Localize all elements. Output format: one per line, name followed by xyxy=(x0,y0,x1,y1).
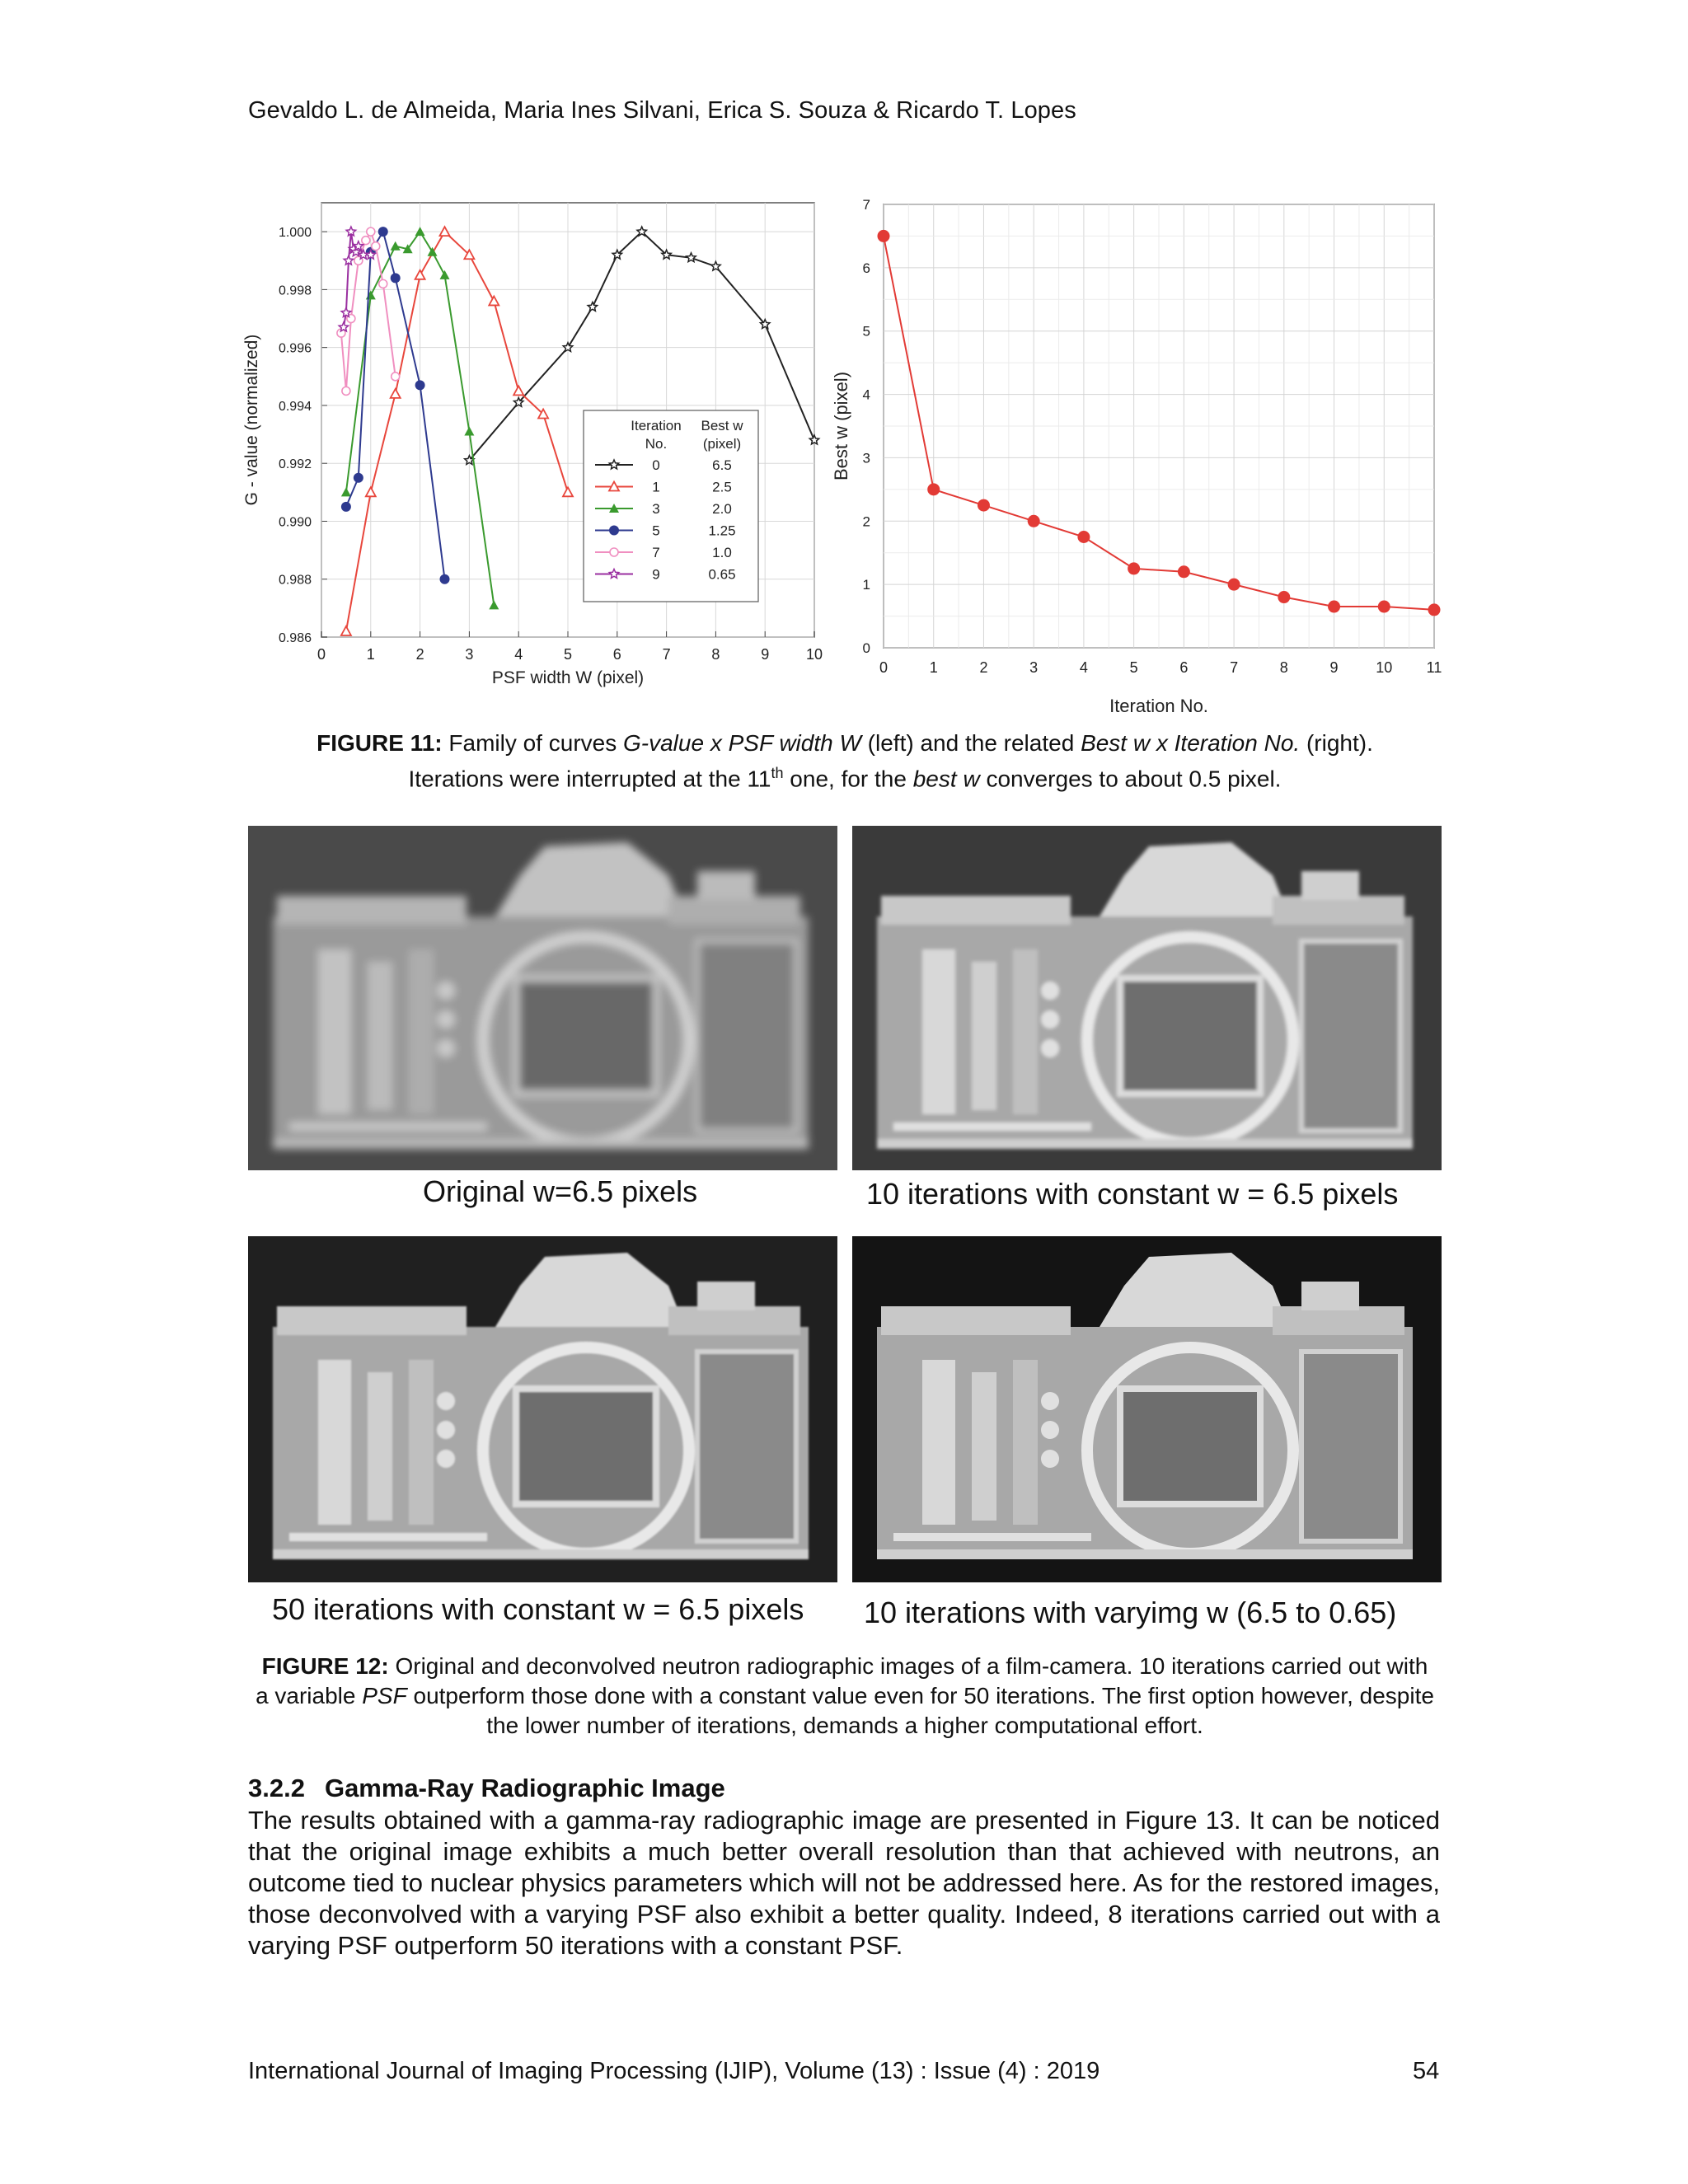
section-title: Gamma-Ray Radiographic Image xyxy=(324,1774,725,1802)
page-number: 54 xyxy=(1413,2058,1440,2084)
x-tick-label: 5 xyxy=(563,646,573,663)
camera-radiograph xyxy=(852,1236,1442,1582)
x-axis-label: Iteration No. xyxy=(1109,696,1208,716)
panel-label: 10 iterations with varyimg w (6.5 to 0.65) xyxy=(864,1596,1397,1629)
y-tick-label: 0 xyxy=(862,640,870,656)
y-tick-label: 0.994 xyxy=(278,399,312,414)
legend-iteration: 1 xyxy=(652,479,660,495)
data-point xyxy=(1128,562,1140,574)
x-tick-label: 10 xyxy=(1376,659,1393,676)
x-tick-label: 0 xyxy=(316,646,326,663)
data-point xyxy=(372,242,380,251)
panel-label: 50 iterations with constant w = 6.5 pixels xyxy=(272,1592,804,1626)
data-point xyxy=(1228,579,1240,591)
caption-text: Family of curves xyxy=(442,730,623,756)
caption-text: outperform those done with a constant value even for 50 iterations. The first option however, despite the lower number of iterations, demands a higher computational effort. xyxy=(406,1683,1434,1738)
data-point xyxy=(415,380,425,390)
x-tick-label: 3 xyxy=(1029,659,1039,676)
legend-swatch-marker xyxy=(609,526,619,536)
legend-header: Best w xyxy=(701,418,743,434)
y-tick-label: 3 xyxy=(862,450,870,466)
x-tick-label: 7 xyxy=(662,646,671,663)
legend-iteration: 5 xyxy=(652,523,660,539)
data-point xyxy=(1428,603,1441,616)
best-w-chart xyxy=(824,190,1451,717)
x-tick-label: 4 xyxy=(514,646,523,663)
data-point xyxy=(1028,515,1040,527)
data-point xyxy=(1378,601,1390,613)
legend xyxy=(584,410,758,602)
data-point xyxy=(927,483,940,495)
radiograph-50-constant xyxy=(248,1236,837,1582)
data-point xyxy=(392,373,400,381)
section-heading xyxy=(248,1774,725,1803)
x-tick-label: 1 xyxy=(366,646,375,663)
y-axis-label: Best w (pixel) xyxy=(831,371,851,481)
y-tick-label: 6 xyxy=(862,260,870,276)
x-tick-label: 3 xyxy=(465,646,474,663)
x-tick-label: 8 xyxy=(711,646,720,663)
caption-italic: best w xyxy=(912,766,980,792)
section-number: 3.2.2 xyxy=(248,1774,305,1802)
data-point xyxy=(1278,591,1290,603)
legend-best-w: 2.5 xyxy=(712,479,732,495)
legend-header: Iteration xyxy=(631,418,682,434)
data-point xyxy=(378,227,388,237)
y-axis-label: G - value (normalized) xyxy=(242,334,261,506)
data-point xyxy=(1328,601,1340,613)
camera-radiograph xyxy=(248,826,837,1170)
radiograph-original xyxy=(248,826,837,1170)
data-point xyxy=(341,502,351,512)
y-tick-label: 0.992 xyxy=(278,457,312,472)
legend-iteration: 0 xyxy=(652,457,660,473)
x-tick-label: 8 xyxy=(1279,659,1288,676)
x-tick-label: 2 xyxy=(415,646,424,663)
radiograph-10-constant xyxy=(852,826,1442,1170)
y-tick-label: 4 xyxy=(862,387,870,403)
x-tick-label: 2 xyxy=(979,659,988,676)
body-paragraph: The results obtained with a gamma-ray radiographic image are presented in Figure 13. It can be noticed that the original image exhibits a much better overall resolution than that achieved with neutrons, an outcome tied to nuclear physics parameters which will not be addressed here. As for the restored images, those deconvolved with a varying PSF also exhibit a better quality. Indeed, 8 iterations carried out with a varying PSF outperform 50 iterations with a constant PSF. xyxy=(248,1806,1440,1960)
data-point xyxy=(367,227,375,236)
y-tick-label: 7 xyxy=(862,197,870,213)
figure-12-caption xyxy=(256,1652,1434,1741)
data-point xyxy=(878,230,890,242)
caption-text: Iterations were interrupted at the 11 xyxy=(408,766,771,792)
legend-best-w: 1.0 xyxy=(712,545,732,560)
caption-text: converges to about 0.5 pixel. xyxy=(979,766,1282,792)
caption-text: one, for the xyxy=(783,766,913,792)
x-tick-label: 4 xyxy=(1079,659,1088,676)
figure-12-label: FIGURE 12: xyxy=(261,1653,389,1679)
x-tick-label: 11 xyxy=(1426,659,1442,676)
y-tick-label: 0.998 xyxy=(278,284,312,298)
y-tick-label: 5 xyxy=(862,323,870,340)
caption-italic: G-value x PSF width W xyxy=(623,730,861,756)
caption-superscript: th xyxy=(771,765,784,781)
legend-best-w: 2.0 xyxy=(712,501,732,517)
x-axis-label: PSF width W (pixel) xyxy=(491,668,645,687)
footer-journal: International Journal of Imaging Processing (IJIP), Volume (13) : Issue (4) : 2019 xyxy=(248,2058,1100,2084)
y-tick-label: 1 xyxy=(862,577,870,593)
data-point xyxy=(362,237,370,245)
legend-iteration: 9 xyxy=(652,566,660,583)
running-header: Gevaldo L. de Almeida, Maria Ines Silvani, Erica S. Souza & Ricardo T. Lopes xyxy=(248,97,1076,124)
y-tick-label: 0.990 xyxy=(278,515,312,530)
caption-text: (right). xyxy=(1300,730,1373,756)
legend-header: No. xyxy=(645,436,668,452)
caption-text: Original and deconvolved neutron radiographic images of a film-camera. 10 iterations carried out with a variable xyxy=(256,1653,1428,1708)
y-tick-label: 2 xyxy=(862,513,870,530)
data-point xyxy=(978,499,990,512)
data-point xyxy=(1178,565,1190,578)
legend-best-w: 6.5 xyxy=(712,457,732,473)
x-tick-label: 7 xyxy=(1230,659,1239,676)
radiograph-10-varying xyxy=(852,1236,1442,1582)
camera-radiograph xyxy=(852,826,1442,1170)
y-tick-label: 0.996 xyxy=(278,341,312,356)
x-tick-label: 0 xyxy=(879,659,889,676)
x-tick-label: 9 xyxy=(761,646,770,663)
figure-11-label: FIGURE 11: xyxy=(316,730,443,756)
panel-label: Original w=6.5 pixels xyxy=(423,1174,698,1208)
caption-italic: Best w x Iteration No. xyxy=(1081,730,1301,756)
data-point xyxy=(391,273,401,283)
g-value-chart xyxy=(239,190,832,701)
data-point xyxy=(1077,531,1090,543)
x-tick-label: 5 xyxy=(1129,659,1138,676)
legend-swatch-marker xyxy=(610,548,618,556)
camera-radiograph xyxy=(248,1236,837,1582)
figure-11-caption xyxy=(247,729,1442,794)
y-tick-label: 1.000 xyxy=(278,226,312,241)
x-tick-label: 1 xyxy=(929,659,938,676)
y-tick-label: 0.988 xyxy=(278,573,312,588)
legend-iteration: 7 xyxy=(652,545,660,560)
data-point xyxy=(440,574,450,584)
data-point xyxy=(379,279,387,288)
legend-header: (pixel) xyxy=(702,436,742,452)
legend-iteration: 3 xyxy=(652,501,660,517)
panel-label: 10 iterations with constant w = 6.5 pixels xyxy=(866,1177,1399,1211)
caption-text: (left) and the related xyxy=(860,730,1081,756)
x-tick-label: 6 xyxy=(1179,659,1189,676)
data-point xyxy=(342,387,350,395)
legend-best-w: 1.25 xyxy=(708,523,736,539)
caption-italic: PSF xyxy=(362,1683,407,1708)
data-point xyxy=(354,473,363,483)
x-tick-label: 9 xyxy=(1329,659,1339,676)
legend-best-w: 0.65 xyxy=(708,566,736,583)
x-tick-label: 10 xyxy=(805,646,823,663)
y-tick-label: 0.986 xyxy=(278,631,312,645)
x-tick-label: 6 xyxy=(612,646,621,663)
